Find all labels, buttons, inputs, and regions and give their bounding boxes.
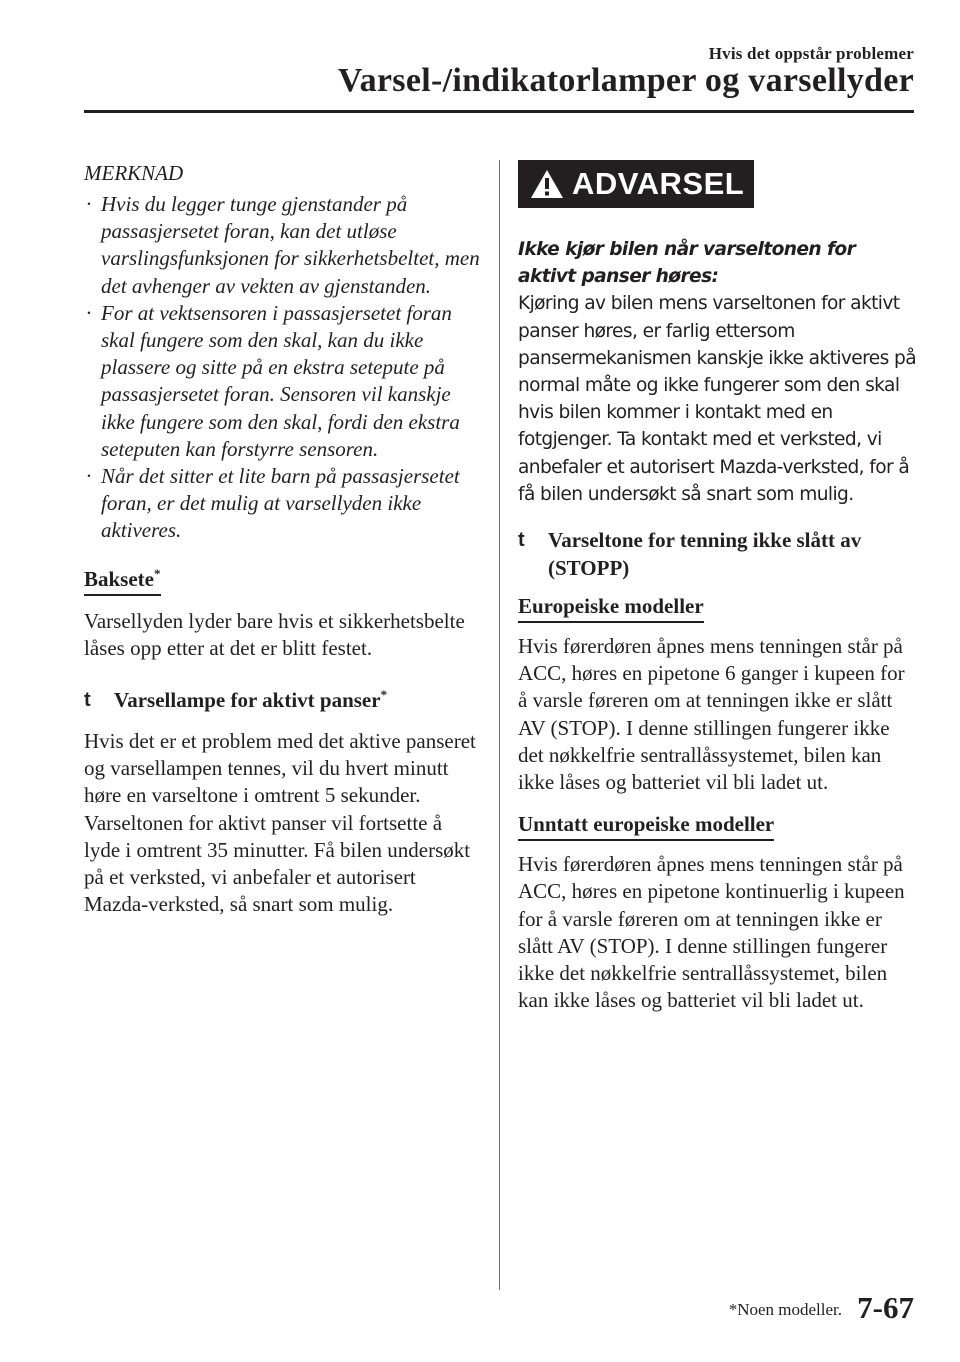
warning-label: ADVARSEL (572, 166, 745, 201)
page-number: 7-67 (857, 1290, 914, 1325)
footnote: *Noen modeller. (728, 1300, 842, 1319)
section-heading-text: Varsellampe for aktivt panser (114, 688, 381, 713)
note-list (84, 191, 480, 545)
page-title: Varsel-/indikatorlamper og varsellyder (337, 62, 914, 99)
warning-title: Ikke kjør bilen når varseltonen for aktivt panser høres: (518, 239, 856, 288)
note-text: Når det sitter et lite barn på passasjersetet foran, er det mulig at varsellyden ikke aktiveres. (101, 464, 460, 543)
baksete-heading (84, 565, 161, 596)
note-heading: MERKNAD (84, 161, 184, 185)
section-heading-ignition-tone (518, 526, 918, 582)
note-text: For at vektsensoren i passasjersetet foran skal fungere som den skal, kan du ikke plassere og sitte på en ekstra setepute på passasjersetet foran. Sensoren vil kanskje ikke fungere som den skal, fordi den ekstra seteputen kan forstyrre sensoren. (101, 300, 460, 461)
warning-badge (518, 160, 754, 208)
eu-models-heading: Europeiske modeller (518, 592, 704, 623)
left-column (84, 160, 480, 918)
section-marker-icon: t (84, 689, 91, 712)
eu-heading-wrap (518, 592, 918, 623)
non-eu-models-text: Hvis førerdøren åpnes mens tenningen står på ACC, høres en pipetone kontinuerlig i kupeen for å varsle føreren om at tenningen ikke er slått AV (STOP). I denne stillingen fungerer ikke det nøkkelfrie sentrallåssystemet, bilen kan ikke låses og batteriet vil bli ladet ut. (518, 852, 905, 1013)
chapter-name: Hvis det oppstår problemer (708, 44, 914, 63)
baksete-heading-wrap (84, 565, 480, 596)
baksete-heading-text: Baksete (84, 566, 154, 591)
right-column (518, 160, 918, 1014)
asterisk: * (380, 687, 388, 703)
note-text: Hvis du legger tunge gjenstander på passasjersetet foran, kan det utløse varslingsfunksjonen for sikkerhetsbeltet, men det avhenger av vekten av gjenstanden. (101, 192, 480, 298)
bullet: · (86, 192, 92, 216)
section-heading-text: Varseltone for tenning ikke slått av (STOPP) (548, 528, 862, 581)
note-item (84, 300, 480, 463)
note-item (84, 191, 480, 300)
column-divider (499, 160, 500, 1290)
header-rule (84, 110, 914, 113)
section-heading-active-hood (84, 686, 480, 714)
active-hood-paragraph-2: Varseltonen for aktivt panser vil fortsette å lyde i omtrent 35 minutter. Få bilen undersøkt på et verksted, vi anbefaler et autorisert Mazda-verksted, så snart som mulig. (84, 810, 471, 917)
active-hood-paragraph-1: Hvis det er et problem med det aktive panseret og varsellampen tennes, vil du hvert minutt høre en varseltone i omtrent 5 sekunder. (84, 729, 476, 808)
bullet: · (86, 464, 92, 489)
warning-triangle-icon (530, 169, 564, 199)
warning-block (518, 236, 918, 508)
bullet: · (86, 300, 92, 325)
non-eu-models-heading: Unntatt europeiske modeller (518, 810, 774, 841)
warning-text: Kjøring av bilen mens varseltonen for aktivt panser høres, er farlig ettersom pansermekanismen kanskje ikke aktiveres på normal måte og ikke fungerer som den skal hvis bilen kommer i kontakt med en fotgjenger. Ta kontakt med et verksted, vi anbefaler et autorisert Mazda-verksted, for å få bilen undersøkt så snart som mulig. (518, 293, 917, 505)
section-marker-icon: t (518, 529, 525, 552)
note-item (84, 463, 480, 545)
non-eu-heading-wrap (518, 810, 918, 841)
eu-models-text: Hvis førerdøren åpnes mens tenningen står på ACC, høres en pipetone 6 ganger i kupeen for å varsle føreren om at tenningen ikke er slått AV (STOP). I denne stillingen fungerer ikke det nøkkelfrie sentrallåssystemet, bilen kan ikke låses og batteriet vil bli ladet ut. (518, 634, 905, 795)
baksete-text: Varsellyden lyder bare hvis et sikkerhetsbelte låses opp etter at det er blitt festet. (84, 608, 465, 660)
asterisk: * (154, 565, 161, 581)
